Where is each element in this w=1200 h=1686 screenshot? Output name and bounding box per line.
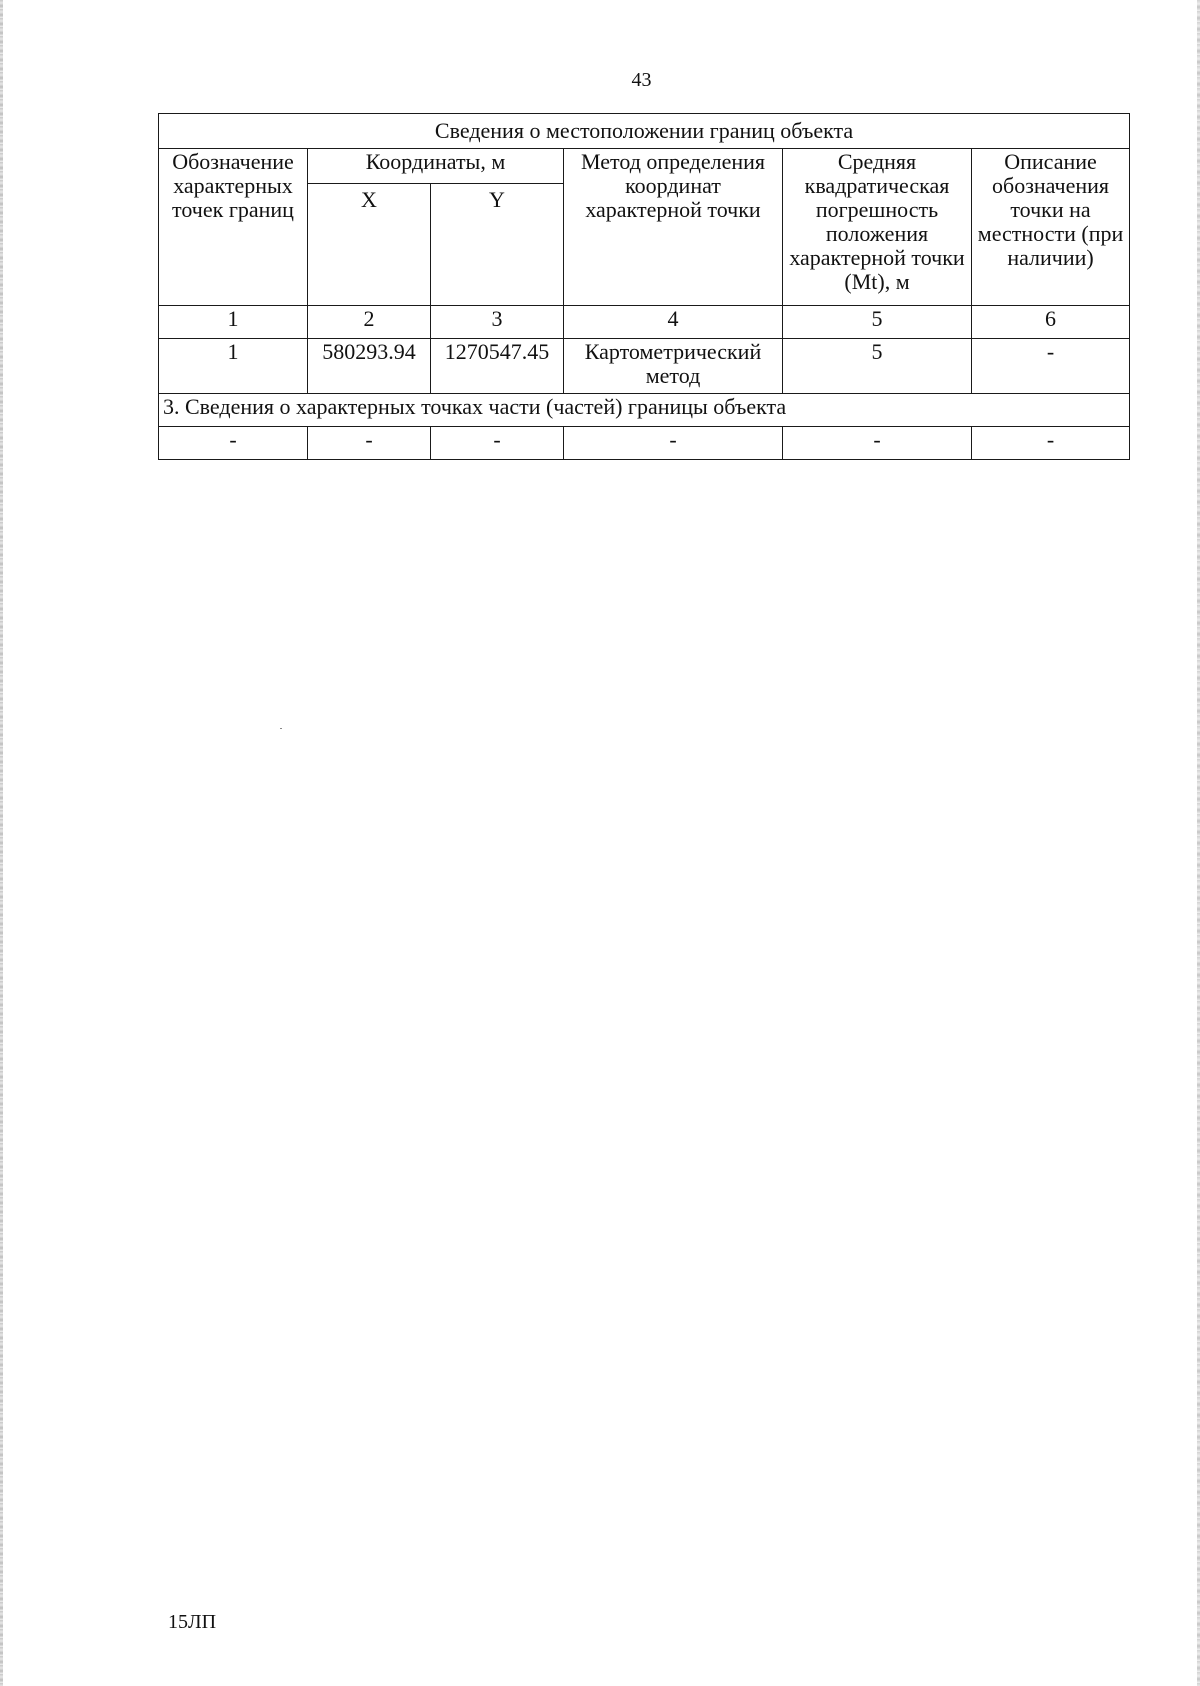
column-number: 5: [783, 306, 972, 339]
cell-description: -: [972, 339, 1130, 394]
column-number: 4: [564, 306, 783, 339]
header-designation: Обозначение характерных точек границ: [159, 149, 308, 306]
cell-dash: -: [564, 427, 783, 460]
cell-dash: -: [431, 427, 564, 460]
cell-method: Картометрический метод: [564, 339, 783, 394]
column-number: 1: [159, 306, 308, 339]
cell-point: 1: [159, 339, 308, 394]
cell-dash: -: [972, 427, 1130, 460]
cell-y: 1270547.45: [431, 339, 564, 394]
header-description: Описание обозначения точки на местности (при наличии): [972, 149, 1130, 306]
page-number: 43: [631, 69, 652, 91]
footer-code: 15ЛП: [168, 1611, 217, 1633]
cell-error: 5: [783, 339, 972, 394]
table-row: [159, 427, 1130, 460]
boundary-table: [158, 113, 1130, 460]
column-number-row: [159, 306, 1130, 339]
table-row: [159, 339, 1130, 394]
header-x: X: [308, 184, 431, 306]
scan-edge-left: [0, 0, 3, 1686]
header-coordinates: Координаты, м: [308, 149, 564, 184]
table-title: Сведения о местоположении границ объекта: [159, 114, 1130, 149]
header-method: Метод определения координат характерной точки: [564, 149, 783, 306]
cell-x: 580293.94: [308, 339, 431, 394]
header-y: Y: [431, 184, 564, 306]
column-number: 2: [308, 306, 431, 339]
table-title-row: [159, 114, 1130, 149]
cell-dash: -: [308, 427, 431, 460]
section3-title: 3. Сведения о характерных точках части (частей) границы объекта: [159, 394, 1130, 427]
column-number: 6: [972, 306, 1130, 339]
cell-dash: -: [159, 427, 308, 460]
column-number: 3: [431, 306, 564, 339]
header-error: Средняя квадратическая погрешность положения характерной точки (Mt), м: [783, 149, 972, 306]
table-header-row: [159, 149, 1130, 184]
section3-title-row: [159, 394, 1130, 427]
scan-speck: [280, 728, 282, 729]
cell-dash: -: [783, 427, 972, 460]
